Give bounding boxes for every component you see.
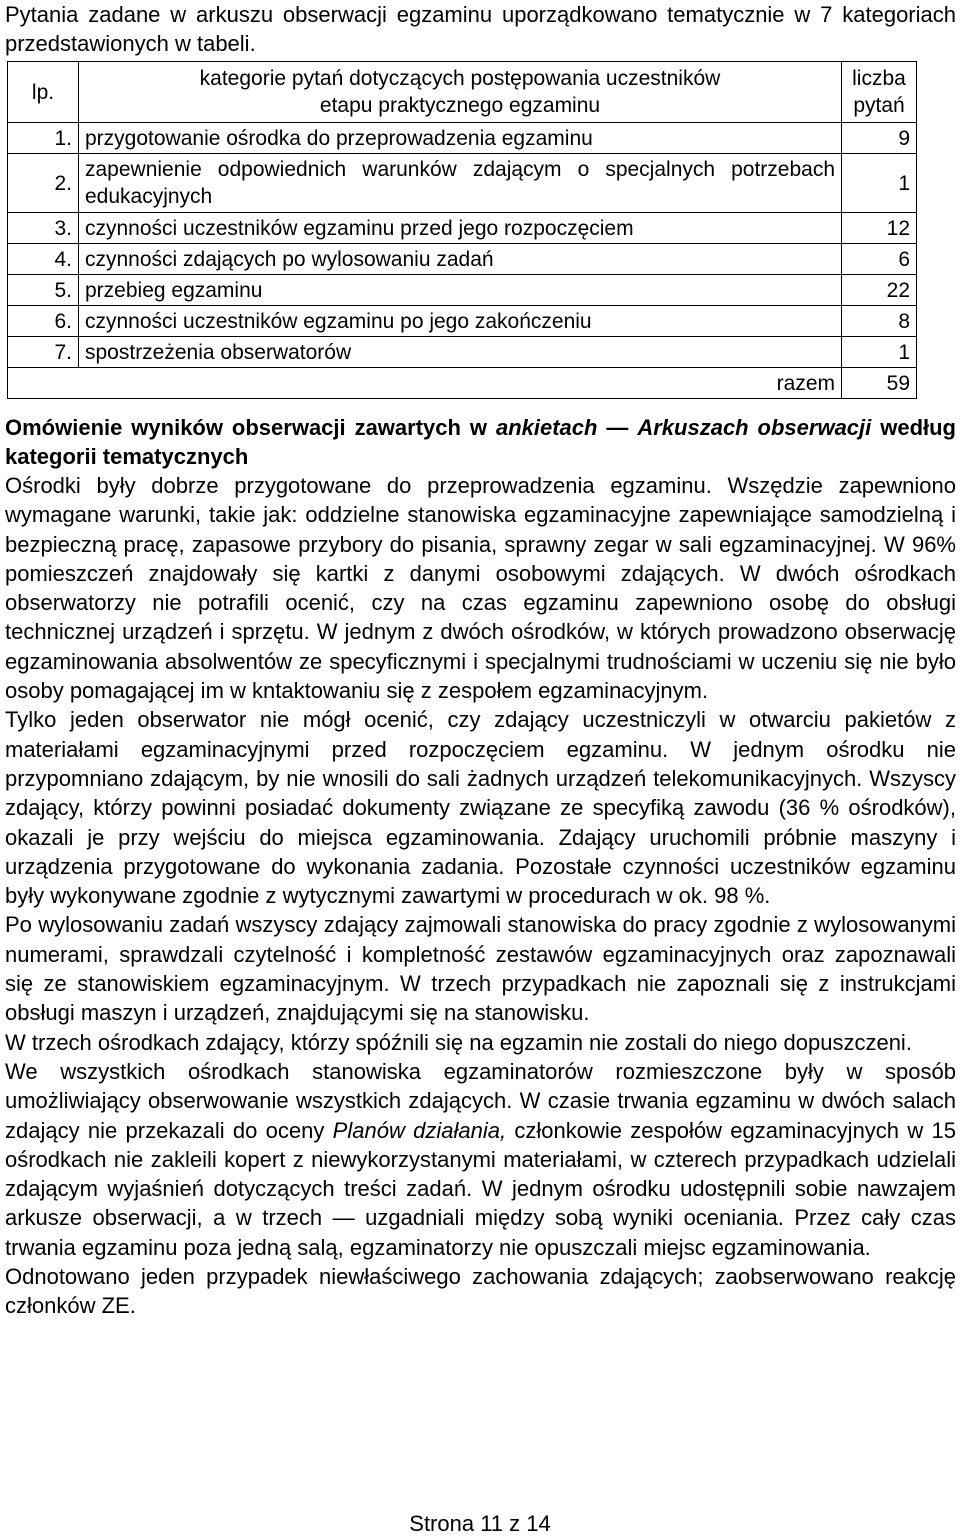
row-count: 6 <box>842 244 917 275</box>
table-row <box>8 244 917 275</box>
table-row <box>8 337 917 368</box>
table-total-row <box>8 368 917 399</box>
row-count: 1 <box>842 337 917 368</box>
row-number: 4. <box>8 244 79 275</box>
row-count: 9 <box>842 123 917 154</box>
row-count: 8 <box>842 306 917 337</box>
row-category: czynności uczestników egzaminu po jego zakończeniu <box>79 306 842 337</box>
table-row <box>8 154 917 213</box>
paragraph-5 <box>5 1057 956 1262</box>
row-count: 22 <box>842 275 917 306</box>
paragraph-5-part1: We wszystkich ośrodkach stanowiska egzaminatorów rozmieszczone były w sposób umożliwiający obserwowanie wszystkich zdających. W czasie trwania egzaminu w dwóch salach zdający nie przekazali do oceny <box>5 1058 956 1143</box>
row-category: przebieg egzaminu <box>79 275 842 306</box>
header-category-line1: kategorie pytań dotyczących postępowania uczestników <box>199 67 721 90</box>
paragraph-2: Tylko jeden obserwator nie mógł ocenić, czy zdający uczestniczyli w otwarciu pakietów z materiałami egzaminacyjnymi przed rozpoczęciem egzaminu. W jednym ośrodku nie przypomniano zdającym, by nie wnosili do sali żadnych urządzeń telekomunikacyjnych. Wszyscy zdający, którzy powinni posiadać dokumenty związane ze specyfiką zawodu (36 % ośrodków), okazali je przy wejściu do miejsca egzaminowania. Zdający uruchomili próbnie maszyny i urządzenia przygotowane do wykonania zadania. Pozostałe czynności uczestników egzaminu były wykonywane zgodnie z wytycznymi zawartymi w procedurach w ok. 98 %. <box>5 707 956 909</box>
row-number: 5. <box>8 275 79 306</box>
paragraph-5-part2: członkowie zespołów egzaminacyjnych w 15 ośrodkach nie zakleili kopert z niewykorzystanymi materiałami, w czterech przypadkach udzielali zdającym wyjaśnień dotyczących treści zadań. W jednym ośrodku udostępnili sobie nawzajem arkusze obserwacji, a w trzech — uzgadniali między sobą wyniki oceniania. Przez cały czas trwania egzaminu poza jedną salą, egzaminatorzy nie opuszczali miejsc egzaminowania. <box>5 1117 956 1260</box>
section-heading-part2: według kategorii tematycznych <box>5 415 956 469</box>
row-category: czynności uczestników egzaminu przed jego rozpoczęciem <box>79 213 842 244</box>
section-heading <box>5 413 956 471</box>
header-count <box>842 62 917 123</box>
total-value: 59 <box>842 368 917 399</box>
section-heading-dash: — <box>597 415 638 440</box>
categories-table <box>7 61 917 399</box>
header-count-line2: pytań <box>853 94 905 117</box>
section-heading-italic1: ankietach <box>495 415 598 440</box>
table-row <box>8 213 917 244</box>
header-category <box>79 62 842 123</box>
document-page <box>5 0 956 1321</box>
table-row <box>8 123 917 154</box>
row-category: przygotowanie ośrodka do przeprowadzenia egzaminu <box>79 123 842 154</box>
header-category-line2: etapu praktycznego egzaminu <box>319 94 601 117</box>
section-heading-italic2: Arkuszach obserwacji <box>637 415 872 440</box>
paragraph-3: Po wylosowaniu zadań wszyscy zdający zajmowali stanowiska do pracy zgodnie z wylosowanymi numerami, sprawdzali czytelność i kompletność zestawów egzaminacyjnych oraz zapoznawali się ze stanowiskiem egzaminacyjnym. W trzech przypadkach nie zapoznali się z instrukcjami obsługi maszyn i urządzeń, znajdującymi się na stanowisku. <box>5 912 956 1026</box>
section-heading-part1: Omówienie wyników obserwacji zawartych w <box>5 415 496 440</box>
row-number: 7. <box>8 337 79 368</box>
paragraph-5-italic: Planów działania, <box>332 1117 507 1143</box>
table-row <box>8 275 917 306</box>
intro-text: Pytania zadane w arkuszu obserwacji egzaminu uporządkowano tematycznie w 7 kategoriach przedstawionych w tabeli. <box>5 2 956 56</box>
row-count: 12 <box>842 213 917 244</box>
row-number: 1. <box>8 123 79 154</box>
row-number: 6. <box>8 306 79 337</box>
paragraph-4: W trzech ośrodkach zdający, którzy spóźnili się na egzamin nie zostali do niego dopuszczeni. <box>5 1029 912 1055</box>
row-category: spostrzeżenia obserwatorów <box>79 337 842 368</box>
row-number: 3. <box>8 213 79 244</box>
row-category: czynności zdających po wylosowaniu zadań <box>79 244 842 275</box>
row-number: 2. <box>8 154 79 213</box>
row-category: zapewnienie odpowiednich warunków zdającym o specjalnych potrzebach edukacyjnych <box>79 154 842 213</box>
total-label: razem <box>8 368 842 399</box>
row-count: 1 <box>842 154 917 213</box>
paragraph-1: Ośrodki były dobrze przygotowane do przeprowadzenia egzaminu. Wszędzie zapewniono wymagane warunki, takie jak: oddzielne stanowiska egzaminacyjne zapewniające samodzielną i bezpieczną pracę, zapasowe przybory do pisania, sprawny zegar w sali egzaminacyjnej. W 96% pomieszczeń znajdowały się kartki z danymi osobowymi zdających. W dwóch ośrodkach obserwatorzy nie potrafili ocenić, czy na czas egzaminu zapewniono osobę do obsługi technicznej urządzeń i sprzętu. W jednym z dwóch ośrodków, w których prowadzono obserwację egzaminowania absolwentów ze specyficznymi i specjalnymi trudnościami w uczeniu się nie było osoby pomagającej im w kntaktowaniu się z zespołem egzaminacyjnym. <box>5 473 956 704</box>
table-header-row <box>8 62 917 123</box>
page-footer: Strona 11 z 14 <box>409 1511 551 1536</box>
table-row <box>8 306 917 337</box>
header-count-line1: liczba <box>852 67 906 90</box>
header-lp: lp. <box>8 62 79 123</box>
paragraph-6: Odnotowano jeden przypadek niewłaściwego zachowania zdających; zaobserwowano reakcję członków ZE. <box>5 1264 956 1319</box>
